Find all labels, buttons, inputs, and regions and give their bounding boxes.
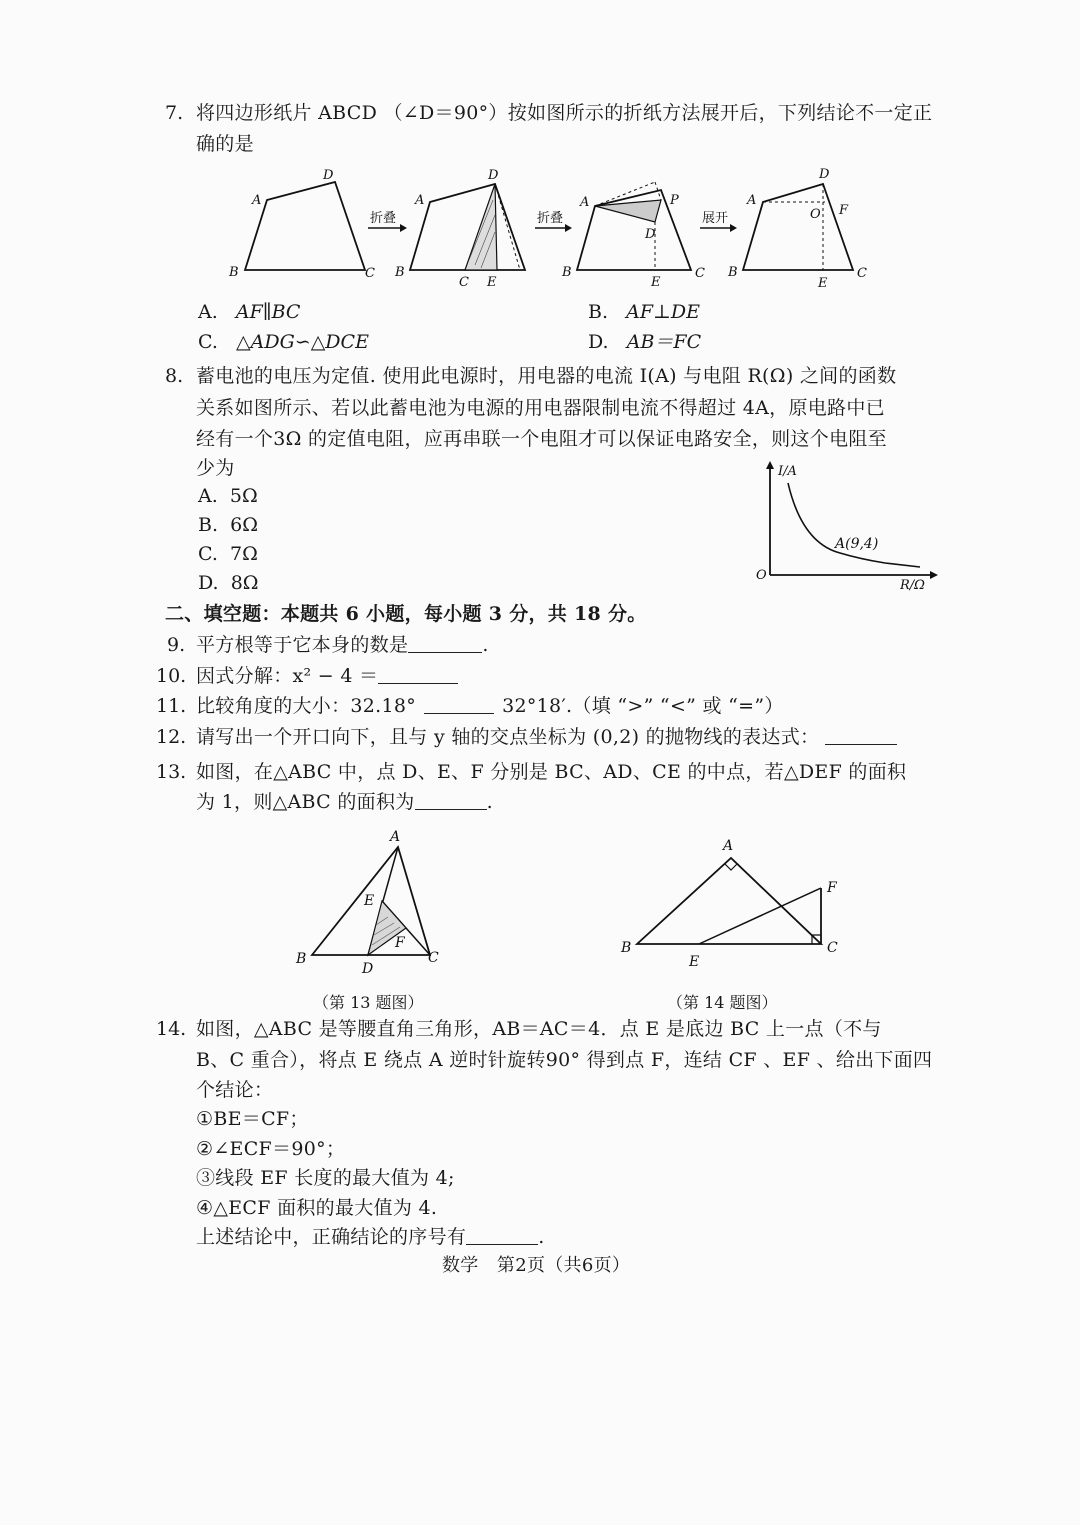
q7-fig2-label-D: D <box>488 168 499 183</box>
q8-option-a-text: 5Ω <box>229 485 258 507</box>
q8-option-b-key: B. <box>198 514 219 536</box>
q14-line3: 个结论： <box>196 1079 274 1101</box>
q9-text: 平方根等于它本身的数是 <box>196 634 409 656</box>
q7-fig3-label-A: A <box>580 195 590 210</box>
q8-option-b-text: 6Ω <box>230 514 258 536</box>
q7-option-d <box>588 330 701 354</box>
q14-line2: B、C 重合），将点 E 绕点 A 逆时针旋转90° 得到点 F，连结 CF 、EF 、给出下面四 <box>196 1049 933 1071</box>
q7-option-a-text: AF∥BC <box>235 301 301 323</box>
q7-fold-label-3: 展开 <box>702 211 729 226</box>
q7-option-d-key: D. <box>588 331 609 353</box>
q10-text: 因式分解：x² − 4 ＝ <box>196 665 379 687</box>
q8-option-a-key: A. <box>198 485 218 507</box>
q13-label-A: A <box>390 829 401 845</box>
q9-line <box>196 633 489 657</box>
q7-fig3-label-B: B <box>562 265 572 280</box>
q14-conclusion-3: ③线段 EF 长度的最大值为 4; <box>196 1167 455 1189</box>
q12-text: 请写出一个开口向下，且与 y 轴的交点坐标为 (0,2) 的抛物线的表达式： <box>196 726 820 748</box>
q14-number: 14. <box>156 1018 187 1040</box>
q9-answer-blank[interactable] <box>408 634 482 653</box>
q7-line1: 将四边形纸片 ABCD （∠D＝90°）按如图所示的折纸方法展开后，下列结论不一定正 <box>196 102 933 124</box>
q13-answer-blank[interactable] <box>415 791 487 810</box>
q7-number: 7. <box>165 102 184 124</box>
q14-caption: （第 14 题图） <box>667 993 778 1012</box>
q13-label-B: B <box>296 951 307 967</box>
q8-option-a <box>198 484 258 508</box>
q14-label-B: B <box>621 940 632 956</box>
q7-option-a <box>198 300 300 324</box>
q7-option-b-text: AF⊥DE <box>626 301 701 323</box>
q7-arrow-fold-1 <box>368 210 407 232</box>
q8-line1: 蓄电池的电压为定值. 使用此电源时，用电器的电流 I(A) 与电阻 R(Ω) 之间的函数 <box>196 365 897 387</box>
q12-answer-blank[interactable] <box>825 726 897 745</box>
q7-fig4-label-O: O <box>810 207 821 222</box>
q8-graph-point-label: A(9,4) <box>835 536 879 552</box>
q14-label-A: A <box>723 838 734 854</box>
q7-figure <box>225 160 885 295</box>
q7-fig4-unfolded <box>727 167 867 291</box>
q7-fig4-label-F: F <box>839 203 849 218</box>
q7-fig4-label-D: D <box>819 167 830 182</box>
q7-option-a-key: A. <box>198 301 218 323</box>
q14-line1: 如图，△ABC 是等腰直角三角形，AB＝AC＝4．点 E 是底边 BC 上一点（不与 <box>196 1018 882 1040</box>
q14-conclusion-2: ②∠ECF＝90°； <box>196 1138 346 1160</box>
q8-option-d-text: 8Ω <box>230 572 259 594</box>
q9-number: 9. <box>167 634 186 656</box>
q8-option-c <box>198 542 258 566</box>
q7-option-c-text: △ADG∽△DCE <box>236 331 369 353</box>
q7-fold-label-1: 折叠 <box>370 211 397 226</box>
q13-end: . <box>486 791 493 813</box>
q7-fig1-quadrilateral <box>228 168 375 281</box>
q7-fig4-label-C: C <box>857 266 867 281</box>
q7-fig1-label-B: B <box>229 265 239 280</box>
q14-label-C: C <box>827 940 838 956</box>
q13-figure <box>290 825 450 975</box>
q11-text-a: 比较角度的大小：32.18° <box>196 695 417 717</box>
q7-fig4-label-E: E <box>818 276 828 291</box>
q7-arrow-fold-2 <box>535 210 572 232</box>
q7-fig4-label-A: A <box>747 193 757 208</box>
q8-option-c-key: C. <box>198 543 218 565</box>
q13-caption: （第 13 题图） <box>313 993 424 1012</box>
q8-line2: 关系如图所示、若以此蓄电池为电源的用电器限制电流不得超过 4A，原电路中已 <box>196 397 885 419</box>
q8-graph-curve <box>788 483 920 567</box>
q13-line1: 如图，在△ABC 中，点 D、E、F 分别是 BC、AD、CE 的中点，若△DEF 的面积 <box>196 761 907 783</box>
q14-answer-blank[interactable] <box>466 1226 538 1245</box>
q13-number: 13. <box>156 761 187 783</box>
q12-line <box>196 725 897 749</box>
q7-option-b <box>588 300 700 324</box>
q14-label-F: F <box>827 880 837 896</box>
q8-line4: 少为 <box>196 457 235 479</box>
q7-fig3-label-D: D <box>645 227 656 242</box>
q8-graph <box>750 455 940 595</box>
q7-option-d-text: AB＝FC <box>626 331 702 353</box>
q7-fold-label-2: 折叠 <box>537 211 564 226</box>
q10-answer-blank[interactable] <box>378 665 458 684</box>
q14-conclusion-1: ①BE＝CF； <box>196 1108 309 1130</box>
q13-label-D: D <box>362 961 374 975</box>
q7-fig2-label-E: E <box>487 275 497 290</box>
q8-line3: 经有一个3Ω 的定值电阻，应再串联一个电阻才可以保证电路安全，则这个电阻至 <box>196 428 887 450</box>
q8-graph-y-label: I/A <box>778 464 797 479</box>
q8-graph-x-label: R/Ω <box>900 578 925 593</box>
q13-line2-text: 为 1，则△ABC 的面积为 <box>196 791 415 813</box>
q7-fig1-label-C: C <box>365 266 375 281</box>
q7-fig3-label-C: C <box>695 266 705 281</box>
q12-number: 12. <box>156 726 187 748</box>
q7-fig1-label-A: A <box>252 193 262 208</box>
section2-title: 二、填空题：本题共 6 小题，每小题 3 分，共 18 分。 <box>165 603 647 625</box>
q14-conclusion-4: ④△ECF 面积的最大值为 4. <box>196 1197 438 1219</box>
q11-number: 11. <box>156 695 187 717</box>
q8-graph-origin: O <box>756 568 767 583</box>
q9-end: . <box>482 634 489 656</box>
q7-fig2-folded <box>394 168 525 290</box>
q7-arrow-unfold <box>700 211 737 232</box>
q14-end: . <box>538 1226 545 1248</box>
q7-option-c <box>198 330 369 354</box>
q7-fig3-folded <box>561 182 705 290</box>
q14-figure <box>615 830 850 975</box>
q10-line <box>196 664 458 688</box>
q7-fig3-label-P: P <box>670 193 679 208</box>
q7-fig4-label-B: B <box>728 265 738 280</box>
q7-fig3-label-E: E <box>651 275 661 290</box>
q7-fig1-label-D: D <box>323 168 334 183</box>
q13-label-F: F <box>395 935 405 951</box>
page-footer: 数学 第2页（共6页） <box>442 1255 631 1276</box>
q7-option-b-key: B. <box>588 301 609 323</box>
q8-option-c-text: 7Ω <box>230 543 258 565</box>
q7-fig2-label-B: B <box>395 265 405 280</box>
q14-line-end-text: 上述结论中，正确结论的序号有 <box>196 1226 467 1248</box>
q11-text-b: 32°18′.（填 “>” “<” 或 “=”） <box>502 695 784 717</box>
q8-option-b <box>198 513 258 537</box>
q7-fig2-label-C: C <box>459 275 469 290</box>
q13-line2 <box>196 790 493 814</box>
q7-fig2-label-A: A <box>415 193 425 208</box>
q8-option-d <box>198 571 259 595</box>
q8-option-d-key: D. <box>198 572 219 594</box>
q10-number: 10. <box>156 665 187 687</box>
q7-line2: 确的是 <box>196 133 254 155</box>
q7-option-c-key: C. <box>198 331 218 353</box>
q13-label-C: C <box>428 950 439 966</box>
q11-answer-blank[interactable] <box>424 695 494 714</box>
q14-line-end <box>196 1225 545 1249</box>
q14-label-E: E <box>689 954 700 970</box>
q8-number: 8. <box>165 365 184 387</box>
q11-line <box>196 694 784 718</box>
q13-label-E: E <box>364 893 375 909</box>
